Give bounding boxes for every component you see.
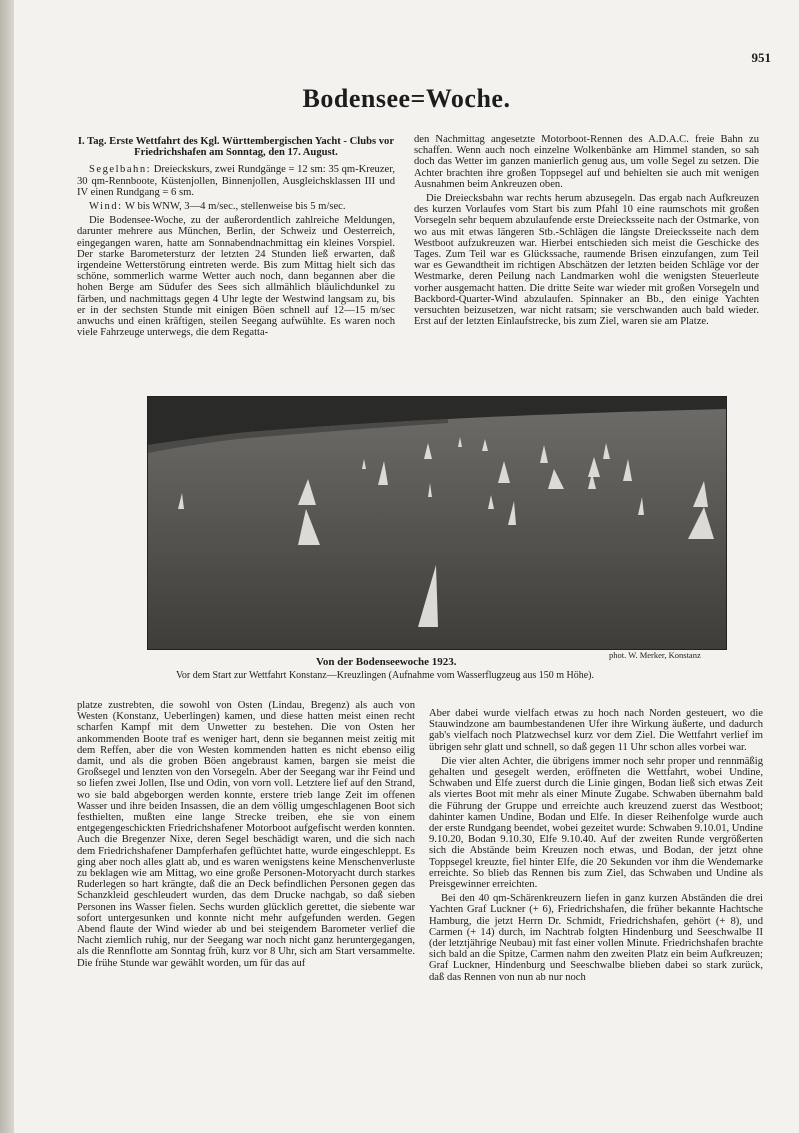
section-heading: I. Tag. Erste Wettfahrt des Kgl. Württembergischen Yacht - Clubs vor Friedrichshafen am Sonntag, den 17. August.: [77, 136, 395, 159]
body-paragraph: den Nachmittag angesetzte Motorboot-Rennen des A.D.A.C. freie Bahn zu schaffen. Wenn auch noch einzelne Wolkenbänke am Himmel standen, so sah doch das Wetter im ganzen manierlich genug aus, um volle Segel zu setzen. Die Achter brachten ihre großen Toppsegel auf und behielten sie auch mit wenigen Ausnahmen beim Ankreuzen oben.: [414, 134, 759, 190]
wind-paragraph: [77, 201, 395, 212]
page-number: 951: [751, 50, 771, 65]
column-top-left: [77, 136, 395, 341]
body-paragraph: Die Bodensee-Woche, zu der außerordentlich zahlreiche Meldungen, darunter mehrere aus München, Berlin, der Schweiz und Oesterreich, eingegangen waren, hatte am Sonnabendnachmittag ein kleines Vorspiel. Der starke Barometersturz der letzten 24 Stunden ließ erwarten, daß irgendeine Wetterstörung eintreten werde. Bis zum Mittag hielt sich das schöne, sommerlich warme Wetter auch noch, dann begannen aber die hohen Berge am Südufer des Sees sich allmählich bläulichdunkel zu färben, und nachmittags gegen 4 Uhr legte der Westwind langsam zu, bis er in der sechsten Stunde mit einigen Böen schnell auf 12—15 m/sec anwuchs und einen kräftigen, steilen Seegang aufwühlte. Es waren noch viele Fahrzeuge unterwegs, die dem Regatta-: [77, 215, 395, 339]
column-bottom-left: [77, 700, 415, 972]
magazine-page: [14, 0, 799, 1133]
body-paragraph: Die vier alten Achter, die übrigens immer noch sehr proper und rennmäßig gehalten und gesegelt werden, eröffneten die Wettfahrt, wobei Undine, Schwaben und Elfe zuerst durch die Linie gingen, Bodan ließ sich etwas Zeit als viertes Boot mit mehr als einer Minute Zugabe. Schwaben übernahm bald die Führung der Gruppe und erreichte auch kreuzend zuerst das Westboot; dahinter kamen Undine, Bodan und Elfe. In dieser Reihenfolge wurde auch der erste Rundgang beendet, wobei gezeitet wurde: Schwaben 9.10.01, Undine 9.10.20, Bodan 9.10.30, Elfe 9.10.40. Auf der zweiten Runde vergrößerten sich die Abstände beim Kreuzen noch etwas, und Bodan, der jetzt ohne Toppsegel kreuzte, fiel hinter Elfe, die 20 Sekunden vor ihm die Wendemarke erreichte. So blieb das Rennen bis zum Ziel, das Schwaben und Undine als Preisgewinner erreichten.: [429, 755, 763, 891]
column-top-right: [414, 134, 759, 330]
body-paragraph: Die Dreiecksbahn war rechts herum abzusegeln. Das ergab nach Aufkreuzen des kurzen Vorlaufes vom Start bis zum Pfahl 10 eine raumschots mit großen Vorsegeln sehr bequem abzulaufende erste Dreiecksseite nach der Ostmarke, von wo aus mit etwas längeren Stb.-Schlägen die längste Dreiecksseite nach dem Westboot aufzukreuzen war. Hierbei entschieden sich meist die Geschicke des Tages. Zum Teil war es Glückssache, raumende Brisen einzufangen, zum Teil war es Gewandtheit im richtigen Abschätzen der letzten beiden Schläge vor der Westmarke, deren Peilung nach Landmarken wohl die wenigsten Steuerleute vorher ausgemacht hatten. Die dritte Seite war wieder mit großen Vorsegeln und Backbord-Quarter-Wind abzulaufen. Spinnaker an Bb., den einige Yachten versuchten beizusetzen, war nicht ratsam; sie verschwanden auch bald wieder. Erst auf der letzten Einlaufstrecke, bis zum Ziel, waren sie am Platze.: [414, 193, 759, 328]
column-bottom-right: [429, 708, 763, 986]
article-headline: Bodensee=Woche.: [302, 84, 511, 113]
segelbahn-text: Dreieckskurs, zwei Rundgänge = 12 sm: 35 qm-Kreuzer, 30 qm-Rennboote, Küstenjollen, Binnenjollen, Ausgleichsklassen III und IV einen Rundgang = 6 sm.: [77, 164, 395, 198]
photo-credit: phot. W. Merker, Konstanz: [609, 650, 701, 660]
regatta-photo: [147, 396, 727, 650]
photo-caption: Vor dem Start zur Wettfahrt Konstanz—Kreuzlingen (Aufnahme vom Wasserflugzeug aus 150 m Höhe).: [176, 670, 595, 681]
wind-text: W bis WNW, 3—4 m/sec., stellenweise bis 5 m/sec.: [125, 201, 346, 213]
body-paragraph: platze zustrebten, die sowohl von Osten (Lindau, Bregenz) als auch von Westen (Konstanz, Ueberlingen) kamen, und diese hatten meist einen recht scharfen Kampf mit dem Unwetter zu bestehen. Die von Osten her ankommenden Boote traf es weniger hart, denn sie begannen meist zeitig mit dem Reffen, aber die von Westen kommenden hatten es nicht ebenso eilig damit, und als die groben Böen angebraust kamen, bargen sie meist die Großsegel und lenzten von den Vorsegeln. Aber der Seegang war ihr Feind und so liefen zwei Jollen, Ilse und Odin, von vorn voll. Letztere lief auf den Strand, wo sie bald abgeborgen werden konnte, erstere trieb lange Zeit im offenen Wasser und ihre beiden Insassen, die an dem völlig umgeschlagenen Boot sich festhielten, mußten eine lange Strecke treiben, ehe sie von einem entgegengeschickten Friedrichshafener Motorboot aufgefischt werden konnten. Auch die Bregenzer Nixe, deren Segel beschädigt waren, und die sich nach dem Friedrichshafener Dampferhafen geflüchtet hatte, wurde eingeschleppt. Es ging aber noch alles glatt ab, und es waren wenigstens keine Menschenverluste zu beklagen wie am Mittag, wo eine große Personen-Motoryacht durch starkes Ruderlegen so hart krängte, daß die an Deck befindlichen Personen gegen das Schanzkleid geschleudert wurden, das dem Drucke nachgab, so daß sieben Personen ins Wasser fielen. Sechs wurden glücklich gerettet, die siebente war sofort untergesunken und konnte nicht mehr aufgefunden werden. Gegen Abend flaute der Wind wieder ab und bei steigendem Barometer verlief die Nacht ziemlich ruhig, nur der Seegang war noch nicht ganz heruntergegangen, als die Rennflotte am Sonntag früh, kurz vor 8 Uhr, sich am Start versammelte. Die frühe Stunde war gewählt worden, um für das auf: [77, 700, 415, 969]
segelbahn-label: Segelbahn:: [89, 164, 152, 176]
body-paragraph: Aber dabei wurde vielfach etwas zu hoch nach Norden gesteuert, wo die Stauwindzone am baumbestandenen Ufer ihre Wirkung äußerte, und dadurch gab's vielfach noch Platzwechsel kurz vor dem Ziel. Die Wettfahrt verlief im übrigen sehr glatt und schnell, so daß gegen 11 Uhr schon alles vorbei war.: [429, 708, 763, 753]
wind-label: Wind:: [89, 201, 123, 213]
regatta-photo-image: [148, 397, 726, 649]
body-paragraph: Bei den 40 qm-Schärenkreuzern liefen in ganz kurzen Abständen die drei Yachten Graf Luckner (+ 6), Friedrichshafen, die früher bekannte Hachtsche Hamburg, die jetzt Herrn Dr. Schmidt, Friedrichshafen, gehört (+ 8), und Carmen (+ 14) durch, im Nachtrab folgten Hindenburg und Seeschwalbe II (der letztjährige Neubau) mit fast einer vollen Minute. Friedrichshafen brachte sich bald an die Spitze, Carmen nahm den zweiten Platz ein beim Aufkreuzen; Graf Luckner, Hindenburg und Seeschwalbe blieben dabei so stark zurück, daß das Rennen von nun ab nur noch: [429, 893, 763, 983]
photo-caption-title: Von der Bodenseewoche 1923.: [316, 656, 457, 668]
book-binding-edge: [0, 0, 14, 1133]
segelbahn-paragraph: [77, 164, 395, 198]
